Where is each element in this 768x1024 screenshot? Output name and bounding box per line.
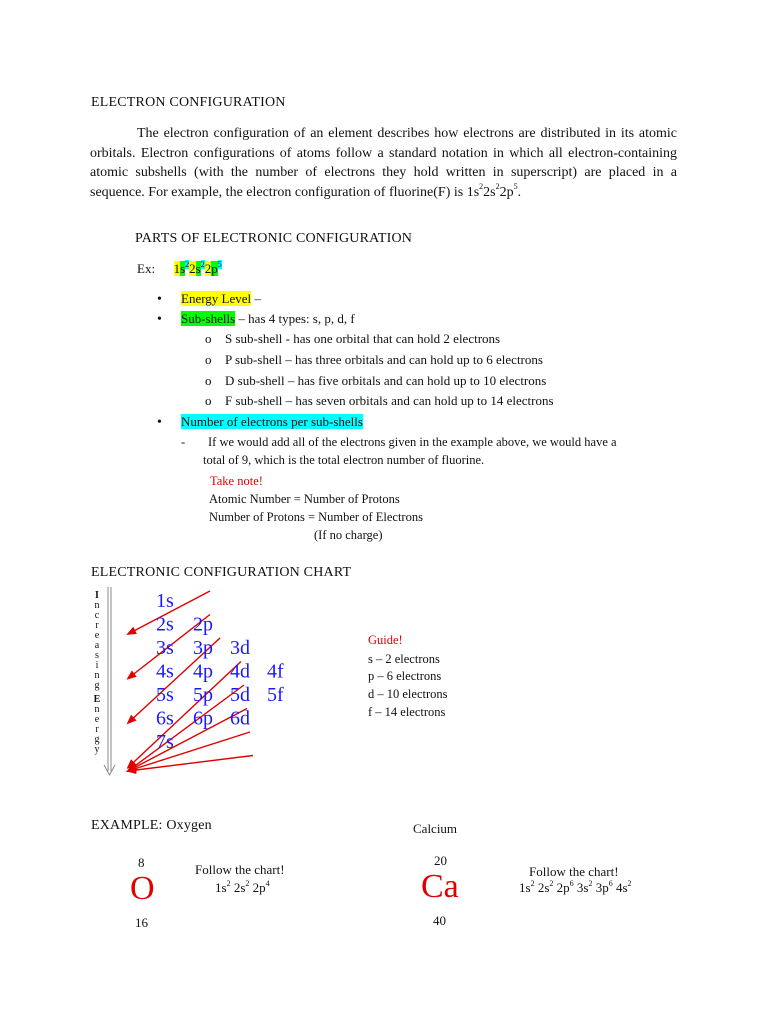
vertical-letter: y [94,744,100,755]
orbital-label: 7s [156,731,174,753]
example-label: Ex: [137,261,156,276]
vertical-letter: n [94,704,100,715]
orbital-label: 3d [230,637,250,659]
bullet-sub-shells: • Sub-shells – has 4 types: s, p, d, f [157,311,355,327]
calcium-configuration [519,880,632,896]
dash-explanation [181,433,681,469]
sub-shells-label: Sub-shells [181,311,236,326]
energy-level-rest: – [251,291,261,306]
config-term: $1s^2$ [519,878,535,895]
subshell-item-f: F sub-shell – has seven orbitals and can hold up to 14 electrons [225,393,554,408]
parts-heading: PARTS OF ELECTRONIC CONFIGURATION [135,231,413,246]
fluorine-configuration [466,181,518,200]
orbital-label: 2s [156,613,174,636]
vertical-letter: I [95,590,99,601]
example-line [137,261,222,277]
take-note-line-2: Number of Protons = Number of Electrons [209,510,423,524]
orbital-label: 6d [230,707,250,730]
intro-text: The electron configuration of an element describes how electrons are distributed in its atomic orbitals. Electron configurations of atoms follow a standard notation in which all electron-containing atomic subshells (with the number of electrons they hold written in superscript) are placed in a sequence. For example, the electron configuration of fluorine(F) is [90,126,677,200]
orbital-label: 5s [156,684,174,706]
vertical-letter: e [94,714,100,725]
oxygen-follow-chart: Follow the chart! [195,862,285,877]
config-term: $4s^2$ [615,878,632,895]
subshell-item-p: P sub-shell – has three orbitals and can hold up to 6 electrons [225,352,543,367]
example-term: $1s^2$ [173,259,190,276]
vertical-letter: E [93,694,101,705]
example-heading [91,818,212,834]
vertical-letter: r [95,724,99,735]
sub-shells-rest: – has 4 types: s, p, d, f [235,311,355,326]
config-term: $2p^4$ [252,878,270,895]
vertical-letter: g [94,680,100,691]
orbital-label: 1s [156,590,174,612]
orbital-label: 4s [156,660,174,683]
subshell-item: o S sub-shell - has one orbital that can hold 2 electrons [205,331,501,346]
aufbau-chart [100,585,350,780]
dash-line-1: If we would add all of the electrons given in the example above, we would have a [208,435,617,449]
calcium-mass-number: 40 [433,913,446,928]
oxygen-mass-number: 16 [135,915,148,930]
dash-line-2: total of 9, which is the total electron number of fluorine. [203,453,485,467]
take-note-line-1: Atomic Number = Number of Protons [209,492,400,506]
orbital-label: 6p [193,707,213,730]
oxygen-symbol: O [130,870,155,907]
intro-paragraph [90,124,677,202]
guide-item-s: s – 2 electrons [368,652,440,666]
dash-marker: - [181,435,186,449]
orbital-label: 4f [267,660,284,683]
orbital-label: 5d [230,684,250,706]
config-term: $3p^6$ [595,878,613,895]
config-term: $2s^2$ [483,181,500,200]
example-label: EXAMPLE: [91,818,163,833]
take-note-line-3: (If no charge) [314,528,383,542]
energy-level-label: Energy Level [181,291,252,306]
number-of-electrons-label: Number of electrons per sub-shells [181,414,363,429]
orbital-label: 5p [193,684,213,706]
calcium-symbol: Ca [421,868,459,905]
vertical-letter: a [94,640,100,651]
vertical-letter: r [95,620,99,631]
subshell-item-s: S sub-shell - has one orbital that can hold 2 electrons [225,331,501,346]
energy-axis-arrowhead [104,765,115,775]
orbital-label: 3s [156,637,174,659]
oxygen-configuration [215,880,270,896]
subshell-item: o P sub-shell – has three orbitals and can hold up to 6 electrons [205,352,543,367]
vertical-letter: s [95,650,99,661]
vertical-letter: g [94,734,100,745]
bullet-energy-level: • Energy Level – [157,291,261,307]
orbital-label: 3p [193,637,213,659]
orbital-label: 2p [193,613,213,636]
calcium-follow-chart: Follow the chart! [529,864,619,879]
take-note-title: Take note! [210,474,263,488]
example-term: $2s^2$ [189,259,205,276]
calcium-atomic-number: 20 [434,853,447,868]
diagonal-arrow [128,662,241,768]
diagonal-arrow [128,732,250,771]
orbital-label: 5f [267,684,284,706]
page-title: ELECTRON CONFIGURATION [91,95,286,110]
config-term: $2s^2$ [537,878,554,895]
config-term: $2s^2$ [233,878,250,895]
guide-title: Guide! [368,633,403,647]
subshell-item: o F sub-shell – has seven orbitals and can hold up to 14 electrons [205,393,554,408]
config-term: $2p^6$ [556,878,574,895]
example-configuration [174,261,222,276]
bullet-number-of-electrons: • Number of electrons per sub-shells [157,414,363,430]
intro-end: . [517,184,522,200]
example-term: $2p^5$ [204,259,222,276]
config-term: $1s^2$ [215,878,231,895]
config-term: $3s^2$ [576,878,593,895]
vertical-letter: e [94,630,100,641]
config-term: $1s^2$ [466,181,484,200]
vertical-letter: n [94,600,100,611]
orbital-labels [156,590,284,753]
calcium-name: Calcium [413,821,458,836]
oxygen-atomic-number: 8 [138,855,145,870]
orbital-label: 4d [230,660,250,683]
guide-item-f: f – 14 electrons [368,705,446,719]
vertical-letter: n [94,670,100,681]
oxygen-name: Oxygen [166,818,212,833]
guide-item-d: d – 10 electrons [368,687,448,701]
vertical-letter: c [94,610,100,621]
config-term: $2p^5$ [499,181,518,200]
vertical-letter: i [95,660,99,671]
chart-heading: ELECTRONIC CONFIGURATION CHART [91,565,352,580]
subshell-item-d: D sub-shell – has five orbitals and can hold up to 10 electrons [225,373,547,388]
subshell-item: o D sub-shell – has five orbitals and can hold up to 10 electrons [205,373,547,388]
orbital-label: 6s [156,707,174,730]
guide-item-p: p – 6 electrons [368,669,442,683]
orbital-label: 4p [193,660,213,683]
